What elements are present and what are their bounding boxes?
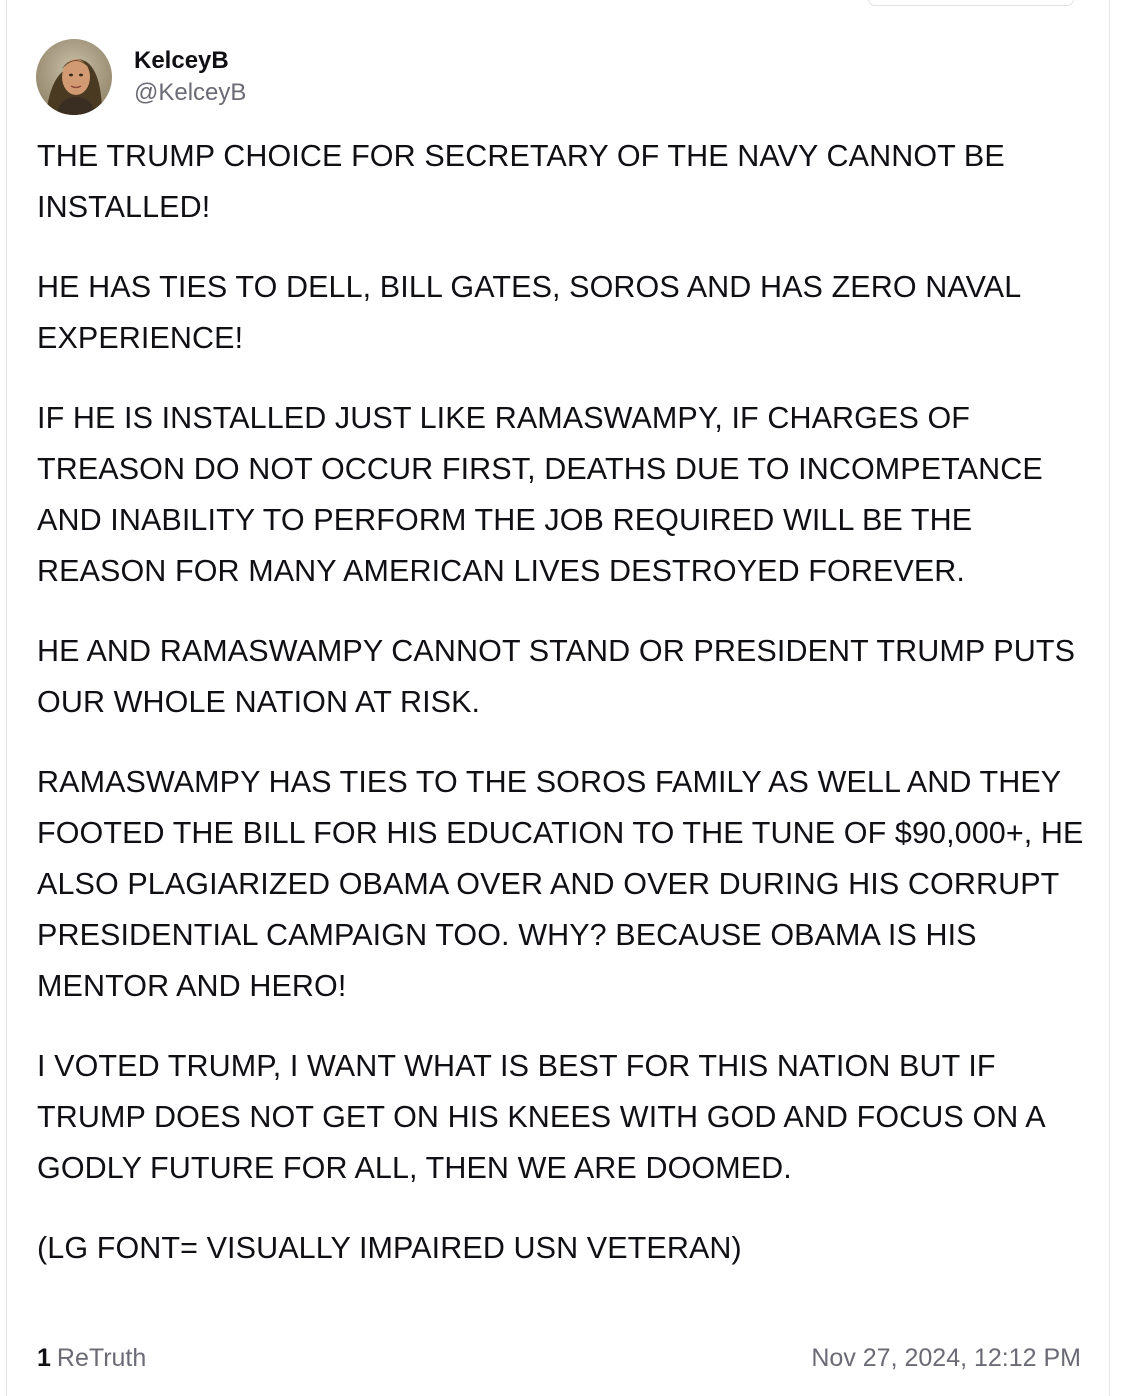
post-paragraph: (LG FONT= VISUALLY IMPAIRED USN VETERAN) [37,1231,742,1265]
post-paragraph: THE TRUMP CHOICE FOR SECRETARY OF THE NAVY CANNOT BE INSTALLED! [37,139,1005,224]
post-paragraph: HE HAS TIES TO DELL, BILL GATES, SOROS AND HAS ZERO NAVAL EXPERIENCE! [37,270,1021,355]
post-footer [37,1338,1081,1378]
avatar[interactable] [36,39,112,115]
avatar-image [36,39,112,115]
retruth-label: ReTruth [56,1343,147,1372]
display-name[interactable]: KelceyB [134,47,229,74]
retruth-stat[interactable] [37,1344,146,1373]
retruth-count: 1 [37,1343,51,1372]
top-control-pill[interactable] [868,0,1074,6]
post-header [36,39,246,115]
post-paragraph: RAMASWAMPY HAS TIES TO THE SOROS FAMILY AS WELL AND THEY FOOTED THE BILL FOR HIS EDUCATION TO THE TUNE OF $90,000+, HE ALSO PLAGIARIZED OBAMA OVER AND OVER DURING HIS CORRUPT PRESIDENTIAL CAMPAIGN TOO. WHY? BECAUSE OBAMA IS HIS MENTOR AND HERO! [37,765,1084,1003]
post-body [37,131,1089,1274]
post-paragraph: I VOTED TRUMP, I WANT WHAT IS BEST FOR THIS NATION BUT IF TRUMP DOES NOT GET ON HIS KNEES WITH GOD AND FOCUS ON A GODLY FUTURE FOR ALL, THEN WE ARE DOOMED. [37,1049,1045,1185]
post-paragraph: IF HE IS INSTALLED JUST LIKE RAMASWAMPY, IF CHARGES OF TREASON DO NOT OCCUR FIRST, DEATHS DUE TO INCOMPETANCE AND INABILITY TO PERFORM THE JOB REQUIRED WILL BE THE REASON FOR MANY AMERICAN LIVES DESTROYED FOREVER. [37,401,1043,588]
user-block [134,45,246,109]
user-handle[interactable]: @KelceyB [134,79,247,106]
post-paragraph: HE AND RAMASWAMPY CANNOT STAND OR PRESIDENT TRUMP PUTS OUR WHOLE NATION AT RISK. [37,634,1076,719]
post-timestamp[interactable]: Nov 27, 2024, 12:12 PM [811,1343,1081,1372]
